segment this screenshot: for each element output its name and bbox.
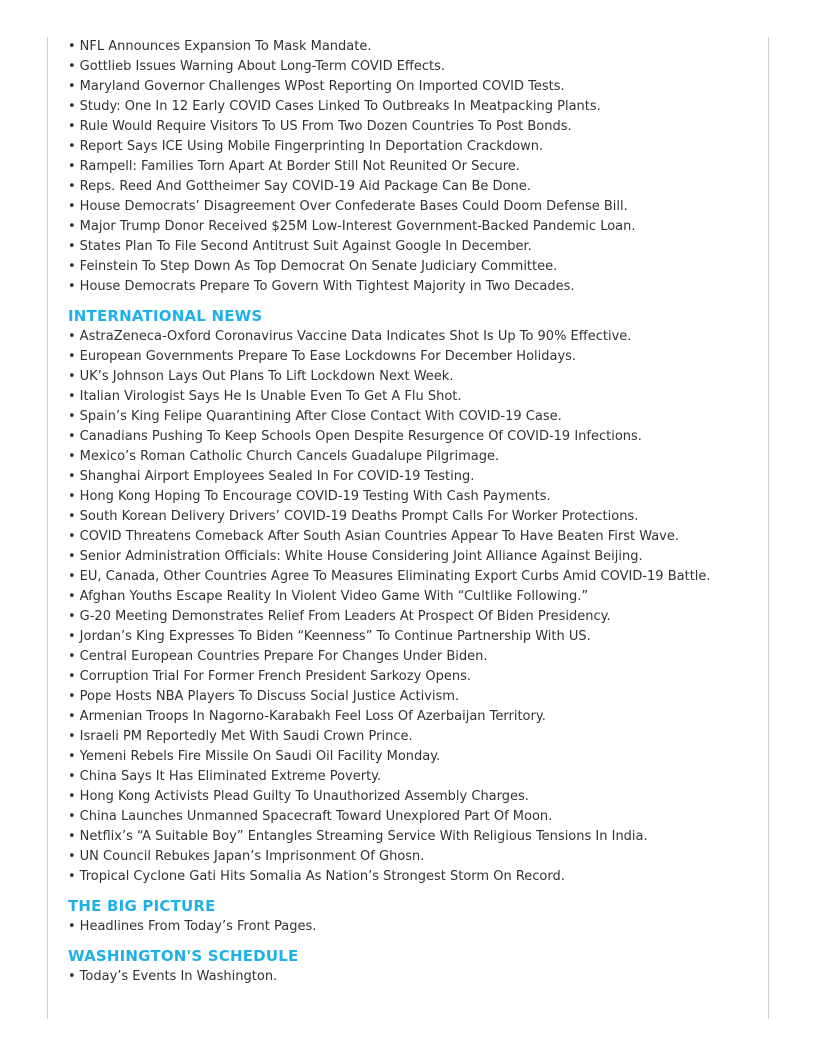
bullet-icon: • (68, 869, 76, 884)
headline-text[interactable]: G-20 Meeting Demonstrates Relief From Leaders At Prospect Of Biden Presidency. (79, 609, 611, 624)
bullet-icon: • (68, 429, 76, 444)
bullet-icon: • (68, 729, 76, 744)
bullet-icon: • (68, 329, 76, 344)
headline-text[interactable]: Mexico’s Roman Catholic Church Cancels Guadalupe Pilgrimage. (79, 449, 500, 464)
bullet-icon: • (68, 509, 76, 524)
headline-item[interactable] (68, 607, 758, 627)
bullet-icon: • (68, 239, 76, 254)
bullet-icon: • (68, 59, 76, 74)
headline-item[interactable] (68, 547, 758, 567)
headline-item[interactable] (68, 37, 758, 57)
bullet-icon: • (68, 409, 76, 424)
bullet-icon: • (68, 199, 76, 214)
headline-text[interactable]: House Democrats Prepare To Govern With Tightest Majority in Two Decades. (79, 279, 575, 294)
section-heading-big-picture: THE BIG PICTURE (68, 897, 216, 915)
left-border-rule (47, 37, 48, 1019)
bullet-icon: • (68, 529, 76, 544)
headline-text[interactable]: COVID Threatens Comeback After South Asian Countries Appear To Have Beaten First Wave. (79, 529, 680, 544)
bullet-icon: • (68, 849, 76, 864)
headline-item[interactable] (68, 407, 758, 427)
headline-text[interactable]: UN Council Rebukes Japan’s Imprisonment Of Ghosn. (79, 849, 425, 864)
headline-item[interactable] (68, 747, 758, 767)
headline-item[interactable] (68, 197, 758, 217)
headline-item[interactable] (68, 727, 758, 747)
headline-item[interactable] (68, 237, 758, 257)
bullet-icon: • (68, 919, 76, 934)
bullet-icon: • (68, 629, 76, 644)
headline-text[interactable]: Rule Would Require Visitors To US From Two Dozen Countries To Post Bonds. (79, 119, 572, 134)
bullet-icon: • (68, 609, 76, 624)
bullet-icon: • (68, 449, 76, 464)
headline-text[interactable]: Canadians Pushing To Keep Schools Open Despite Resurgence Of COVID-19 Infections. (79, 429, 642, 444)
headline-item[interactable] (68, 627, 758, 647)
bullet-icon: • (68, 749, 76, 764)
headline-item[interactable] (68, 57, 758, 77)
bullet-icon: • (68, 589, 76, 604)
headline-item[interactable] (68, 367, 758, 387)
headline-item[interactable] (68, 867, 758, 887)
headline-text[interactable]: South Korean Delivery Drivers’ COVID-19 Deaths Prompt Calls For Worker Protections. (79, 509, 639, 524)
headline-item[interactable] (68, 687, 758, 707)
headline-text[interactable]: Feinstein To Step Down As Top Democrat On Senate Judiciary Committee. (79, 259, 558, 274)
headline-item[interactable] (68, 967, 758, 987)
headline-text[interactable]: Spain’s King Felipe Quarantining After Close Contact With COVID-19 Case. (79, 409, 562, 424)
headline-text[interactable]: Central European Countries Prepare For Changes Under Biden. (79, 649, 488, 664)
headline-item[interactable] (68, 707, 758, 727)
headline-text[interactable]: Today’s Events In Washington. (79, 969, 278, 984)
bullet-icon: • (68, 39, 76, 54)
headline-item[interactable] (68, 917, 758, 937)
headline-text[interactable]: Tropical Cyclone Gati Hits Somalia As Nation’s Strongest Storm On Record. (79, 869, 565, 884)
headline-text[interactable]: Armenian Troops In Nagorno-Karabakh Feel Loss Of Azerbaijan Territory. (79, 709, 546, 724)
bullet-icon: • (68, 769, 76, 784)
headline-item[interactable] (68, 647, 758, 667)
bullet-icon: • (68, 829, 76, 844)
headline-text[interactable]: Major Trump Donor Received $25M Low-Interest Government-Backed Pandemic Loan. (79, 219, 636, 234)
headline-item[interactable] (68, 447, 758, 467)
bullet-icon: • (68, 669, 76, 684)
bullet-icon: • (68, 119, 76, 134)
headline-text[interactable]: EU, Canada, Other Countries Agree To Measures Eliminating Export Curbs Amid COVID-19 Battle. (79, 569, 711, 584)
headline-text[interactable]: China Says It Has Eliminated Extreme Poverty. (79, 769, 382, 784)
bullet-icon: • (68, 469, 76, 484)
section-heading-schedule: WASHINGTON'S SCHEDULE (68, 947, 299, 965)
headline-text[interactable]: Gottlieb Issues Warning About Long-Term COVID Effects. (79, 59, 446, 74)
bullet-icon: • (68, 139, 76, 154)
headline-text[interactable]: Afghan Youths Escape Reality In Violent Video Game With “Cultlike Following.” (79, 589, 589, 604)
headline-text[interactable]: Italian Virologist Says He Is Unable Even To Get A Flu Shot. (79, 389, 462, 404)
big-picture-list (68, 917, 758, 937)
headline-item[interactable] (68, 527, 758, 547)
headline-item[interactable] (68, 77, 758, 97)
bullet-icon: • (68, 649, 76, 664)
headline-text[interactable]: Israeli PM Reportedly Met With Saudi Crown Prince. (79, 729, 413, 744)
headline-text[interactable]: Reps. Reed And Gottheimer Say COVID-19 Aid Package Can Be Done. (79, 179, 531, 194)
bullet-icon: • (68, 709, 76, 724)
bullet-icon: • (68, 219, 76, 234)
headline-text[interactable]: Senior Administration Officials: White House Considering Joint Alliance Against Beijing. (79, 549, 643, 564)
bullet-icon: • (68, 179, 76, 194)
headline-text[interactable]: UK’s Johnson Lays Out Plans To Lift Lockdown Next Week. (79, 369, 454, 384)
headline-item[interactable] (68, 347, 758, 367)
headline-item[interactable] (68, 667, 758, 687)
bullet-icon: • (68, 349, 76, 364)
bullet-icon: • (68, 279, 76, 294)
headline-item[interactable] (68, 217, 758, 237)
headline-text[interactable]: Jordan’s King Expresses To Biden “Keenness” To Continue Partnership With US. (79, 629, 591, 644)
headline-item[interactable] (68, 387, 758, 407)
bullet-icon: • (68, 369, 76, 384)
headline-item[interactable] (68, 427, 758, 447)
headline-text[interactable]: China Launches Unmanned Spacecraft Toward Unexplored Part Of Moon. (79, 809, 553, 824)
bullet-icon: • (68, 689, 76, 704)
headline-text[interactable]: European Governments Prepare To Ease Lockdowns For December Holidays. (79, 349, 577, 364)
headline-text[interactable]: AstraZeneca-Oxford Coronavirus Vaccine Data Indicates Shot Is Up To 90% Effective. (79, 329, 632, 344)
bullet-icon: • (68, 259, 76, 274)
headline-text[interactable]: Pope Hosts NBA Players To Discuss Social Justice Activism. (79, 689, 460, 704)
bullet-icon: • (68, 549, 76, 564)
headline-text[interactable]: Headlines From Today’s Front Pages. (79, 919, 317, 934)
bullet-icon: • (68, 969, 76, 984)
headline-item[interactable] (68, 467, 758, 487)
bullet-icon: • (68, 489, 76, 504)
headline-text[interactable]: Netflix’s “A Suitable Boy” Entangles Streaming Service With Religious Tensions In India. (79, 829, 648, 844)
headline-text[interactable]: NFL Announces Expansion To Mask Mandate. (79, 39, 372, 54)
headline-item[interactable] (68, 97, 758, 117)
headline-item[interactable] (68, 587, 758, 607)
bullet-icon: • (68, 789, 76, 804)
headline-item[interactable] (68, 807, 758, 827)
headline-item[interactable] (68, 277, 758, 297)
bullet-icon: • (68, 569, 76, 584)
headline-item[interactable] (68, 157, 758, 177)
headline-text[interactable]: Corruption Trial For Former French President Sarkozy Opens. (79, 669, 472, 684)
headline-text[interactable]: House Democrats’ Disagreement Over Confederate Bases Could Doom Defense Bill. (79, 199, 628, 214)
headline-item[interactable] (68, 177, 758, 197)
headline-text[interactable]: Study: One In 12 Early COVID Cases Linked To Outbreaks In Meatpacking Plants. (79, 99, 601, 114)
bullet-icon: • (68, 809, 76, 824)
headline-item[interactable] (68, 327, 758, 347)
bullet-icon: • (68, 79, 76, 94)
headline-text[interactable]: Shanghai Airport Employees Sealed In For COVID-19 Testing. (79, 469, 475, 484)
headline-text[interactable]: Hong Kong Hoping To Encourage COVID-19 Testing With Cash Payments. (79, 489, 551, 504)
headline-item[interactable] (68, 847, 758, 867)
headline-item[interactable] (68, 787, 758, 807)
headline-text[interactable]: Report Says ICE Using Mobile Fingerprinting In Deportation Crackdown. (79, 139, 544, 154)
bullet-icon: • (68, 159, 76, 174)
headline-item[interactable] (68, 507, 758, 527)
headline-item[interactable] (68, 567, 758, 587)
headline-item[interactable] (68, 137, 758, 157)
right-border-rule (768, 37, 769, 1019)
domestic-news-list (68, 37, 758, 297)
bullet-icon: • (68, 99, 76, 114)
headline-item[interactable] (68, 827, 758, 847)
newsletter-content (68, 37, 758, 987)
section-heading-international: INTERNATIONAL NEWS (68, 307, 263, 325)
headline-text[interactable]: Rampell: Families Torn Apart At Border Still Not Reunited Or Secure. (79, 159, 520, 174)
schedule-list (68, 967, 758, 987)
headline-item[interactable] (68, 257, 758, 277)
headline-text[interactable]: Maryland Governor Challenges WPost Reporting On Imported COVID Tests. (79, 79, 565, 94)
headline-item[interactable] (68, 487, 758, 507)
headline-text[interactable]: Yemeni Rebels Fire Missile On Saudi Oil Facility Monday. (79, 749, 441, 764)
headline-text[interactable]: Hong Kong Activists Plead Guilty To Unauthorized Assembly Charges. (79, 789, 529, 804)
headline-text[interactable]: States Plan To File Second Antitrust Suit Against Google In December. (79, 239, 532, 254)
headline-item[interactable] (68, 117, 758, 137)
international-news-list (68, 327, 758, 887)
headline-item[interactable] (68, 767, 758, 787)
bullet-icon: • (68, 389, 76, 404)
